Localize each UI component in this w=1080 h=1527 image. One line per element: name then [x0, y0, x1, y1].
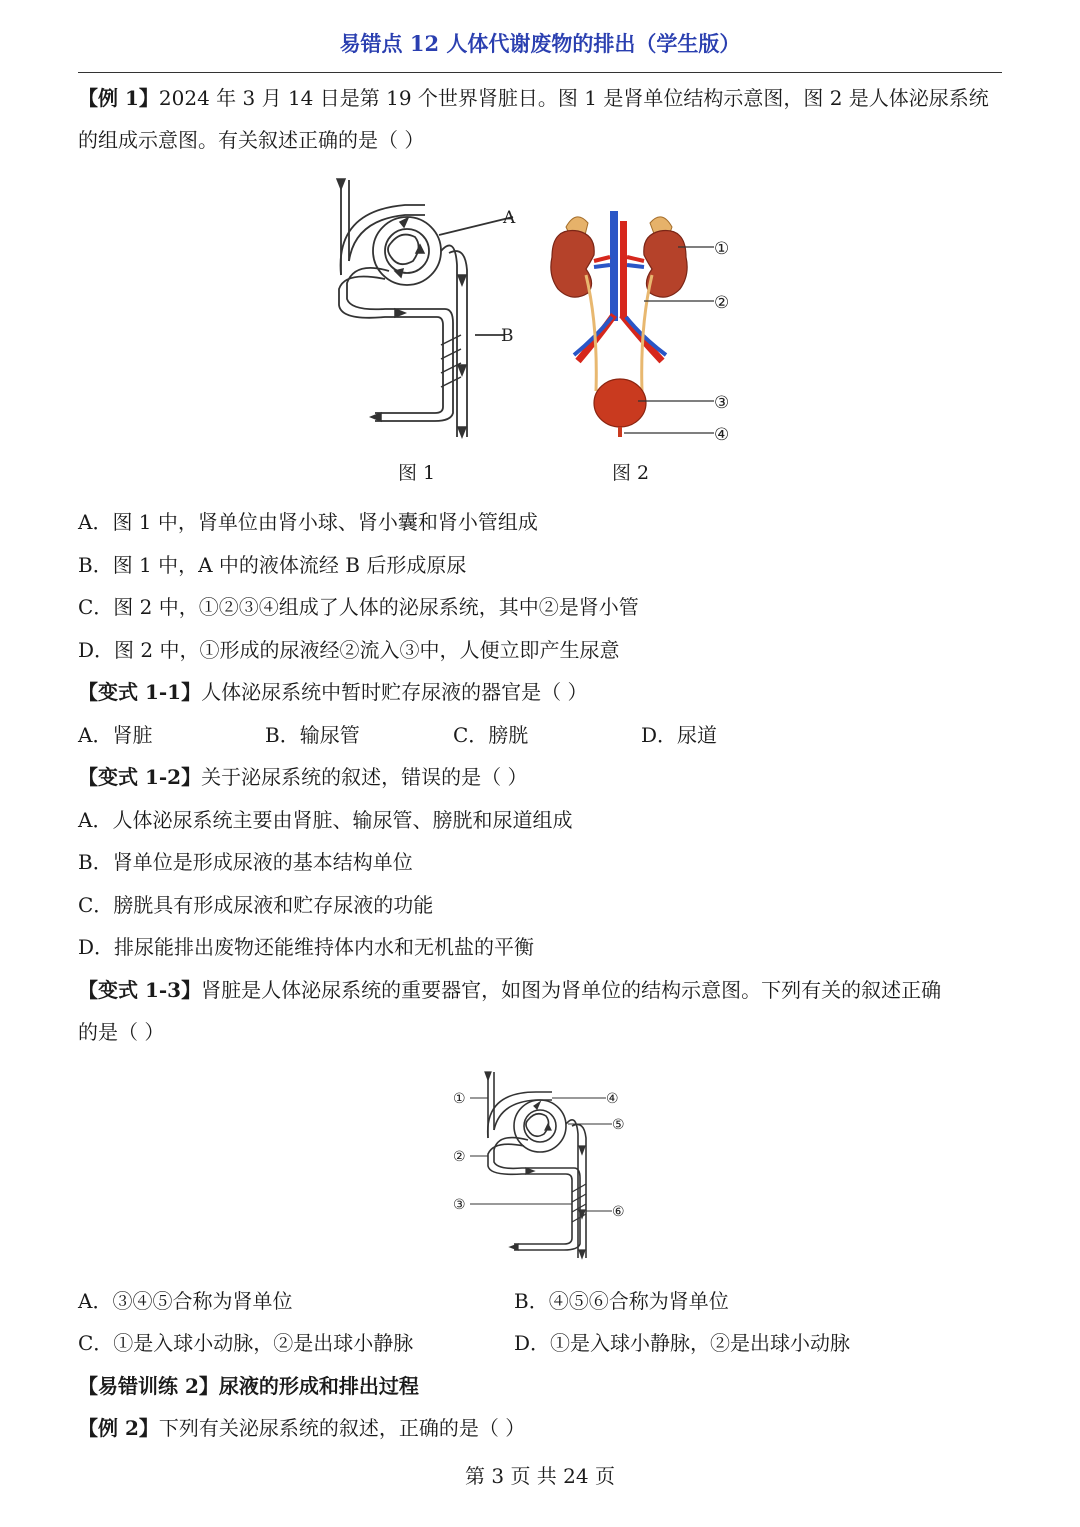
fig3-label-2: ②: [453, 1149, 466, 1165]
variant12-option-b: B．肾单位是形成尿液的基本结构单位: [78, 850, 413, 874]
fig2-bladder: [594, 379, 646, 427]
example1-option-c: C．图 2 中，①②③④组成了人体的泌尿系统，其中②是肾小管: [78, 595, 639, 619]
fig3-label-1: ①: [453, 1091, 466, 1107]
fig1-label-a: A: [503, 208, 516, 228]
fig1-capsule: [373, 217, 441, 285]
example1-stem-line1: [78, 84, 989, 112]
fig2-label-1: ①: [714, 239, 730, 259]
variant11-stem: [78, 678, 587, 706]
example1-stem-text: 2024 年 3 月 14 日是第 19 个世界肾脏日。图 1 是肾单位结构示意图，图 2 是人体泌尿系统: [158, 86, 989, 110]
variant13-stem-line2: 的是（ ）: [78, 1020, 165, 1044]
example2-stem: [78, 1414, 525, 1442]
figure1-nephron-diagram: [325, 175, 530, 447]
variant12-tag: 【变式 1-2】: [78, 765, 202, 789]
fig3-label-5: ⑤: [612, 1117, 625, 1133]
variant13-option-a: A．③④⑤合称为肾单位: [78, 1289, 293, 1313]
variant12-stem: [78, 763, 527, 791]
fig2-aorta: [620, 221, 627, 317]
fig3-label-6: ⑥: [612, 1204, 625, 1220]
figure2-caption: 图 2: [612, 462, 650, 484]
fig1-pointer-a: [439, 217, 513, 235]
example2-tag: 【例 2】: [78, 1416, 159, 1440]
variant11-tag: 【变式 1-1】: [78, 680, 202, 704]
fig2-label-2: ②: [714, 293, 730, 313]
example1-option-b: B．图 1 中，A 中的液体流经 B 后形成原尿: [78, 553, 467, 577]
variant13-option-c: C．①是入球小动脉，②是出球小静脉: [78, 1331, 414, 1355]
figure2-urinary-system-diagram: [538, 205, 743, 445]
fig2-ureters: [586, 275, 652, 391]
variant13-option-b: B．④⑤⑥合称为肾单位: [514, 1289, 729, 1313]
variant12-option-d: D．排尿能排出废物还能维持体内水和无机盐的平衡: [78, 935, 535, 959]
example1-tag: 【例 1】: [78, 86, 159, 110]
fig3-label-4: ④: [606, 1091, 619, 1107]
variant13-option-d: D．①是入球小静脉，②是出球小动脉: [514, 1331, 851, 1355]
variant13-tag: 【变式 1-3】: [78, 978, 202, 1002]
example1-stem-line2: 的组成示意图。有关叙述正确的是（ ）: [78, 128, 425, 152]
example1-option-d: D．图 2 中，①形成的尿液经②流入③中，人便立即产生尿意: [78, 638, 620, 662]
variant12-option-c: C．膀胱具有形成尿液和贮存尿液的功能: [78, 893, 434, 917]
variant12-option-a: A．人体泌尿系统主要由肾脏、输尿管、膀胱和尿道组成: [78, 808, 573, 832]
example2-stem-text: 下列有关泌尿系统的叙述，正确的是（ ）: [158, 1416, 526, 1440]
fig3-label-3: ③: [453, 1197, 466, 1213]
variant11-option-d: D．尿道: [641, 723, 718, 747]
header-rule: [78, 72, 1002, 73]
variant12-stem-text: 关于泌尿系统的叙述，错误的是（ ）: [201, 765, 528, 789]
fig1-label-b: B: [501, 326, 514, 346]
variant13-stem-text: 肾脏是人体泌尿系统的重要器官，如图为肾单位的结构示意图。下列有关的叙述正确: [201, 978, 942, 1002]
variant11-option-c: C．膀胱: [453, 723, 529, 747]
example1-option-a: A．图 1 中，肾单位由肾小球、肾小囊和肾小管组成: [78, 510, 538, 534]
variant11-option-a: A．肾脏: [78, 723, 153, 747]
fig2-label-4: ④: [714, 425, 730, 445]
fig2-label-3: ③: [714, 393, 730, 413]
page-footer: 第 3 页 共 24 页: [465, 1464, 615, 1488]
variant11-option-b: B．输尿管: [265, 723, 360, 747]
page-header-title: 易错点 12 人体代谢废物的排出（学生版）: [339, 31, 741, 56]
variant13-stem-line1: [78, 976, 941, 1004]
variant11-stem-text: 人体泌尿系统中暂时贮存尿液的器官是（ ）: [201, 680, 588, 704]
figure3-nephron-diagram: [448, 1068, 638, 1264]
fig2-vena-cava: [610, 211, 618, 321]
figure1-caption: 图 1: [398, 462, 436, 484]
training2-title: 【易错训练 2】尿液的形成和排出过程: [78, 1374, 419, 1398]
